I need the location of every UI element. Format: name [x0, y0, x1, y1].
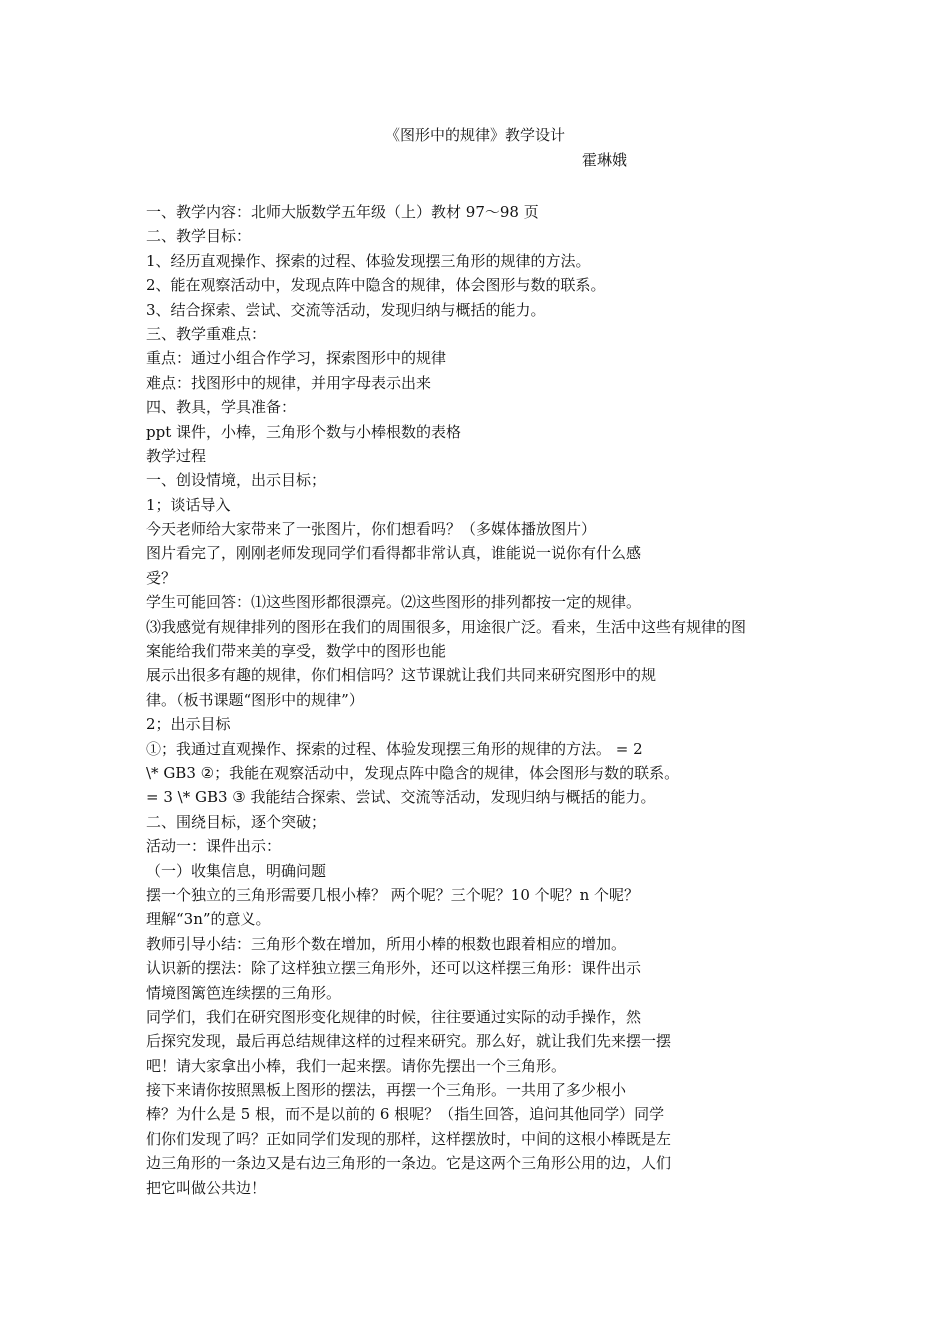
- text-line: 二、围绕目标，逐个突破；: [146, 812, 327, 831]
- text-line: 后探究发现，最后再总结规律这样的过程来研究。那么好，就让我们先来摆一摆: [146, 1032, 672, 1051]
- text-line: 今天老师给大家带来了一张图片，你们想看吗？（多媒体播放图片）: [146, 520, 597, 539]
- text-line: 一、创设情境，出示目标；: [146, 471, 327, 490]
- text-line: 2；出示目标: [146, 715, 231, 734]
- text-line: 学生可能回答：⑴这些图形都很漂亮。⑵这些图形的排列都按一定的规律。: [146, 593, 642, 612]
- text-line: 1；谈话导入: [146, 495, 231, 514]
- text-line: 们你们发现了吗？正如同学们发现的那样，这样摆放时，中间的这根小棒既是左: [146, 1129, 672, 1148]
- text-line: 理解“3n”的意义。: [146, 910, 271, 929]
- text-line: 吧！请大家拿出小棒，我们一起来摆。请你先摆出一个三角形。: [146, 1056, 567, 1075]
- text-line: 同学们，我们在研究图形变化规律的时候，往往要通过实际的动手操作，然: [146, 1007, 642, 1026]
- document-title: 《图形中的规律》教学设计: [384, 126, 565, 144]
- text-line: 一、教学内容：北师大版数学五年级（上）教材 97～98 页: [146, 203, 539, 221]
- text-line: 四、教具，学具准备：: [146, 398, 297, 417]
- text-line: 情境图篱笆连续摆的三角形。: [146, 983, 342, 1002]
- author-name: 霍琳娥: [582, 151, 628, 169]
- text-line: 案能给我们带来美的享受，数学中的图形也能: [146, 642, 447, 661]
- text-line: 1、经历直观操作、探索的过程、体验发现摆三角形的规律的方法。: [146, 251, 591, 270]
- text-line: 展示出很多有趣的规律，你们相信吗？这节课就让我们共同来研究图形中的规: [146, 666, 657, 685]
- text-line: 认识新的摆法：除了这样独立摆三角形外，还可以这样摆三角形：课件出示: [146, 959, 642, 978]
- text-line: （一）收集信息，明确问题: [146, 861, 327, 880]
- text-line: ppt 课件，小棒，三角形个数与小棒根数的表格: [146, 422, 462, 441]
- text-line: \* GB3 ②；我能在观察活动中，发现点阵中隐含的规律，体会图形与数的联系。: [146, 763, 680, 782]
- text-line: 受？: [146, 568, 177, 587]
- text-line: 图片看完了，刚刚老师发现同学们看得都非常认真，谁能说一说你有什么感: [146, 544, 642, 563]
- text-line: 三、教学重难点：: [146, 324, 267, 343]
- text-line: = 3 \* GB3 ③ 我能结合探索、尝试、交流等活动，发现归纳与概括的能力。: [146, 788, 656, 807]
- text-line: 接下来请你按照黑板上图形的摆法，再摆一个三角形。一共用了多少根小: [146, 1081, 627, 1100]
- text-line: 二、教学目标：: [146, 227, 252, 246]
- text-line: 难点：找图形中的规律，并用字母表示出来: [146, 373, 432, 392]
- text-line: 活动一：课件出示：: [146, 837, 282, 856]
- text-line: 教师引导小结：三角形个数在增加，所用小棒的根数也跟着相应的增加。: [146, 934, 627, 953]
- document-body: [146, 200, 826, 1200]
- text-line: 摆一个独立的三角形需要几根小棒？ 两个呢？三个呢？10 个呢？n 个呢？: [146, 885, 640, 904]
- text-line: 教学过程: [146, 446, 207, 465]
- text-line: ⑶我感觉有规律排列的图形在我们的周围很多，用途很广泛。看来，生活中这些有规律的图: [146, 617, 747, 636]
- text-line: 边三角形的一条边又是右边三角形的一条边。它是这两个三角形公用的边，人们: [146, 1154, 672, 1173]
- text-line: 3、结合探索、尝试、交流等活动，发现归纳与概括的能力。: [146, 300, 546, 319]
- text-line: ①；我通过直观操作、探索的过程、体验发现摆三角形的规律的方法。 = 2: [146, 739, 643, 758]
- text-line: 2、能在观察活动中，发现点阵中隐含的规律，体会图形与数的联系。: [146, 276, 606, 295]
- text-line: 律。（板书课题“图形中的规律”）: [146, 690, 364, 709]
- text-line: 重点：通过小组合作学习，探索图形中的规律: [146, 349, 447, 368]
- text-line: 棒？为什么是 5 根，而不是以前的 6 根呢？（指生回答，追问其他同学）同学: [146, 1105, 665, 1124]
- text-line: 把它叫做公共边！: [146, 1178, 267, 1197]
